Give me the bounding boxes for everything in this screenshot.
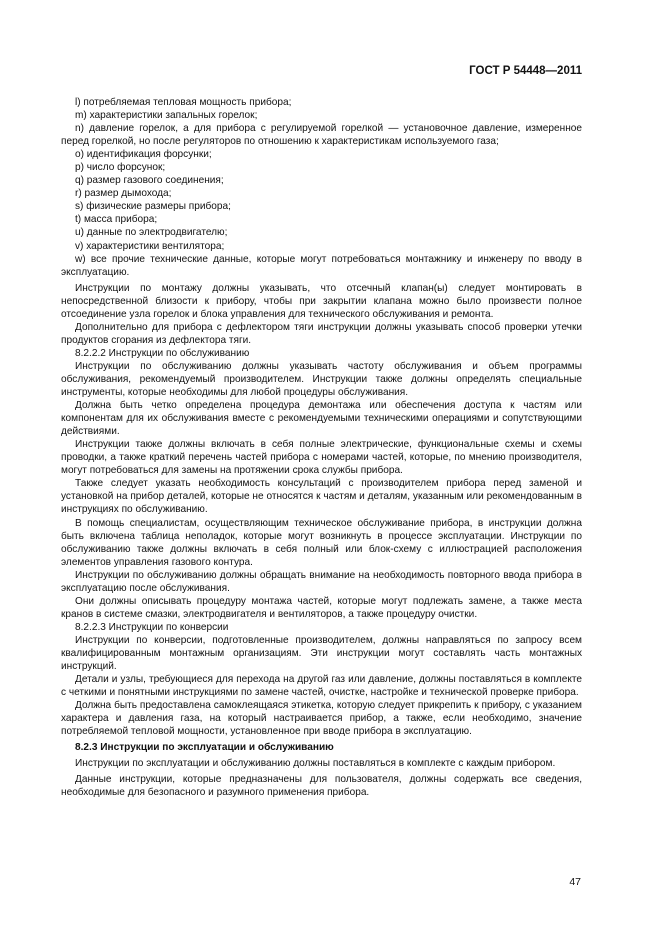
list-item: r) размер дымохода; [75,188,172,200]
list-item: m) характеристики запальных горелок; [75,110,258,122]
list-item: n) давление горелок, а для прибора с регулируемой горелкой — установочное давление, измеренное перед горелкой, но после регуляторов по отношению к характеристикам используемого газа; [61,123,582,148]
paragraph: Также следует указать необходимость консультаций с производителем прибора перед заменой и установкой на прибор деталей, которые не относятся к частям и деталям, указанным или рекомендованным в инструкциях по обслуживанию. [61,478,582,516]
paragraph: Должна быть четко определена процедура демонтажа или обеспечения доступа к частям или компонентам для их обслуживания вместе с рекомендуемыми техническими операциями и сопутствующими действиями. [61,400,582,438]
list-item: s) физические размеры прибора; [75,201,231,213]
list-item: o) идентификация форсунки; [75,149,212,161]
paragraph: Данные инструкции, которые предназначены для пользователя, должны содержать все сведения, необходимые для безопасного и разумного применения прибора. [61,774,582,799]
paragraph: Детали и узлы, требующиеся для перехода на другой газ или давление, должны поставляться в комплекте с четкими и понятными инструкциями по замене частей, очистке, настройке и технической проверке прибора. [61,674,582,699]
list-item: w) все прочие технические данные, которые могут потребоваться монтажнику и инженеру по вводу в эксплуатацию. [61,253,582,278]
list-item: v) характеристики вентилятора; [75,240,225,252]
list-item: p) число форсунок; [75,162,166,174]
page-number: 47 [569,876,581,888]
document-header: ГОСТ Р 54448—2011 [469,65,582,77]
page-body [61,96,582,799]
paragraph-mount-valve: Инструкции по монтажу должны указывать, что отсечный клапан(ы) следует монтировать в непосредственной близости к прибору, чтобы при закрытии клапана можно было произвести полное отсоединение узла горелок и блока управления для технического обслуживания и ремонта. [61,282,582,320]
paragraph: В помощь специалистам, осуществляющим техническое обслуживание прибора, в инструкции должна быть включена таблица неполадок, которые могут возникнуть в процессе эксплуатации. Инструкции по обслуживанию также должны включать в себя полный или блок-схему с иллюстрацией расположения элементов управления газового контура. [61,517,582,568]
paragraph-deflector: Дополнительно для прибора с дефлектором тяги инструкции должны указывать способ проверки утечки продуктов сгорания из дефлектора тяги. [61,321,582,346]
list-item: l) потребляемая тепловая мощность прибора; [75,97,292,108]
section-heading-823: 8.2.3 Инструкции по эксплуатации и обслуживанию [75,742,334,754]
paragraph: Инструкции по конверсии, подготовленные производителем, должны направляться по запросу всем квалифицированным монтажным организациям. Эти инструкции могут составлять часть монтажных инструкций. [61,634,582,673]
paragraph: Должна быть предоставлена самоклеящаяся этикетка, которую следует прикрепить к прибору, с указанием характера и давления газа, на который настраивается прибор, а также, если необходимо, значение потребляемой тепловой мощности, установленное при вводе прибора в эксплуатацию. [61,700,582,738]
list-item: t) масса прибора; [75,214,158,226]
subsection-heading-8222: 8.2.2.2 Инструкции по обслуживанию [75,347,250,359]
paragraph: Инструкции по эксплуатации и обслуживанию должны поставляться в комплекте с каждым прибором. [75,758,556,770]
subsection-heading-8223: 8.2.2.3 Инструкции по конверсии [75,621,229,633]
paragraph: Инструкции по обслуживанию должны указывать частоту обслуживания и объем программы обслуживания, рекомендуемый производителем. Инструкции также должны определять специальные инструменты, которые необходимы для любой процедуры обслуживания. [61,360,582,399]
paragraph: Инструкции также должны включать в себя полные электрические, функциональные схемы и схемы проводки, а также краткий перечень частей прибора с номерами частей, которые, по мнению производителя, могут потребоваться для замены на протяжении срока службы прибора. [61,439,582,477]
list-item: u) данные по электродвигателю; [75,227,228,239]
list-item: q) размер газового соединения; [75,175,224,187]
paragraph: Они должны описывать процедуру монтажа частей, которые могут подлежать замене, а также места кранов в системе смазки, электродвигателя и вентиляторов, а также процедуру очистки. [61,595,582,620]
paragraph: Инструкции по обслуживанию должны обращать внимание на необходимость повторного ввода прибора в эксплуатацию после обслуживания. [61,569,582,594]
